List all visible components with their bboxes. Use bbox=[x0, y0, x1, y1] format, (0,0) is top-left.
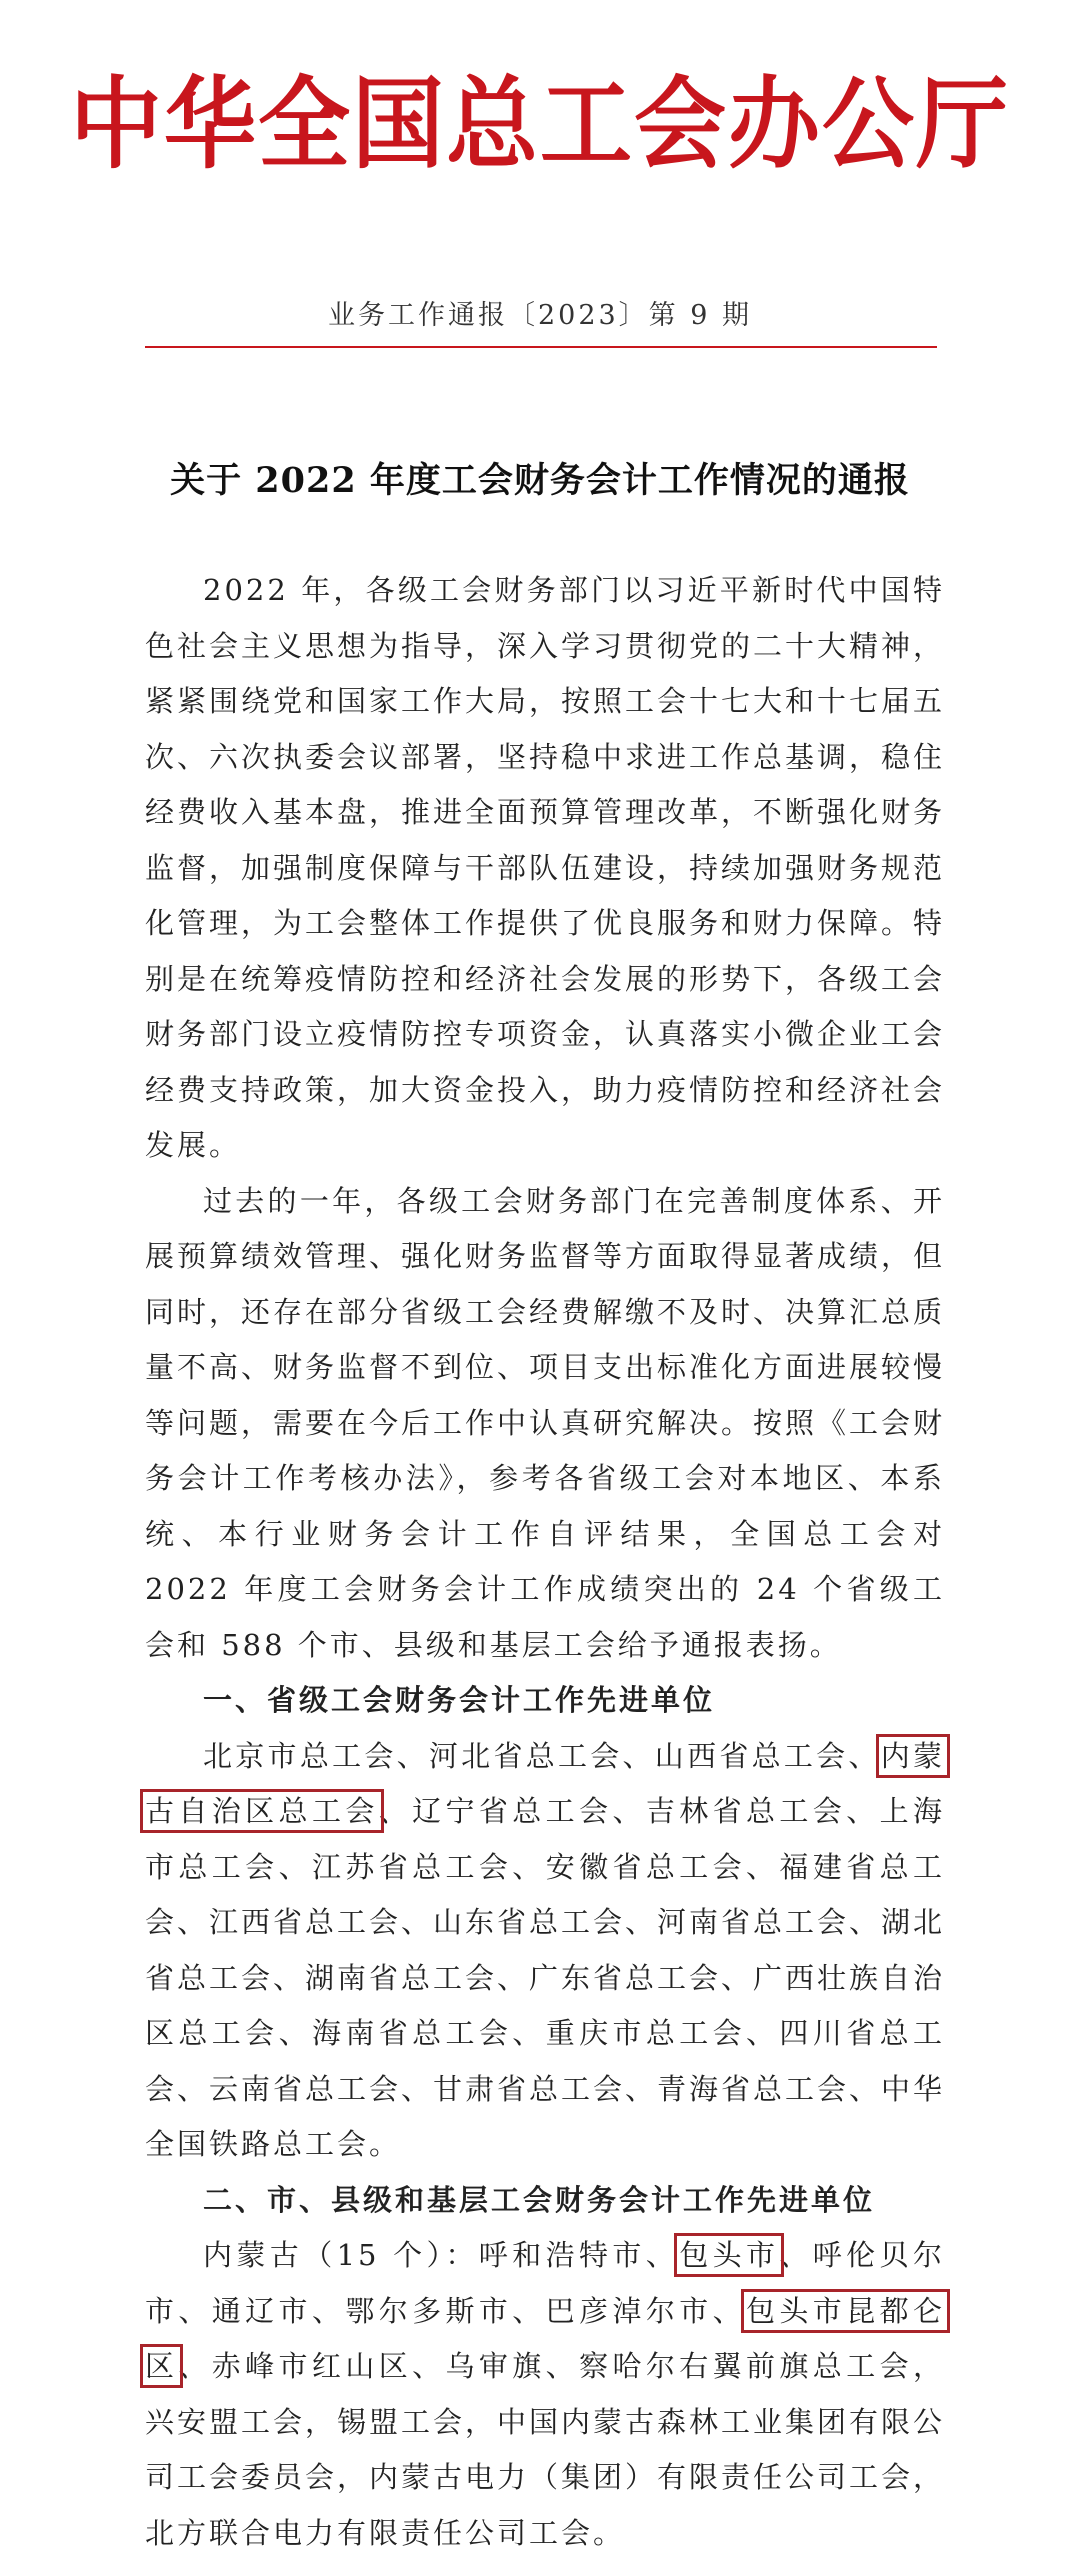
section-heading-city-county: 二、市、县级和基层工会财务会计工作先进单位 bbox=[203, 2182, 876, 2217]
red-divider bbox=[145, 346, 937, 348]
city-units-middle: 、呼伦贝尔市、通辽市、鄂尔多斯市、巴彦淖尔市、 bbox=[145, 2238, 945, 2328]
city-county-units-list bbox=[145, 2228, 945, 2561]
highlighted-unit-baotou: 包头市 bbox=[679, 2238, 780, 2272]
section-heading-provincial: 一、省级工会财务会计工作先进单位 bbox=[203, 1683, 716, 1717]
document-number: 业务工作通报〔2023〕第 9 期 bbox=[327, 300, 753, 331]
letterhead: 中华全国总工会办公厅 bbox=[69, 66, 1010, 183]
paragraph-intro: 2022 年，各级工会财务部门以习近平新时代中国特色社会主义思想为指导，深入学习贯彻党的二十大精神，紧紧围绕党和国家工作大局，按照工会十七大和十七届五次、六次执委会议部署，坚持稳中求进工作总基调，稳住经费收入基本盘，推进全面预算管理改革，不断强化财务监督，加强制度保障与干部队伍建设，持续加强财务规范化管理，为工会整体工作提供了优良服务和财力保障。特别是在统筹疫情防控和经济社会发展的形势下，各级工会财务部门设立疫情防控专项资金，认真落实小微企业工会经费支持政策，加大资金投入，助力疫情防控和经济社会发展。 bbox=[145, 573, 946, 1162]
highlighted-unit-kundulun: 包头市昆都仑区 bbox=[145, 2293, 945, 2383]
region-prefix: 内蒙古（15 个）： bbox=[203, 2238, 479, 2272]
provincial-units-before: 北京市总工会、河北省总工会、山西省总工会、 bbox=[203, 1738, 881, 1773]
unit-hohhot: 呼和浩特市 bbox=[478, 2238, 646, 2272]
provincial-units-list bbox=[145, 1729, 945, 2173]
document-title: 关于 2022 年度工会财务会计工作情况的通报 bbox=[170, 460, 910, 501]
document-body bbox=[145, 563, 945, 2561]
list-separator: 、 bbox=[645, 2238, 680, 2272]
city-units-rest: 、赤峰市红山区、乌审旗、察哈尔右翼前旗总工会，兴安盟工会，锡盟工会，中国内蒙古森林工业集团有限公司工会委员会，内蒙古电力（集团）有限责任公司工会，北方联合电力有限责任公司工会。 bbox=[145, 2349, 946, 2550]
highlighted-unit-inner-mongolia: 内蒙古自治区总工会 bbox=[145, 1738, 945, 1828]
paragraph-summary: 过去的一年，各级工会财务部门在完善制度体系、开展预算绩效管理、强化财务监督等方面取得显著成绩，但同时，还存在部分省级工会经费解缴不及时、决算汇总质量不高、财务监督不到位、项目支出标准化方面进展较慢等问题，需要在今后工作中认真研究解决。按照《工会财务会计工作考核办法》，参考各省级工会对本地区、本系统、本行业财务会计工作自评结果，全国总工会对 2022 年度工会财务会计工作成绩突出的 24 个省级工会和 588 个市、县级和基层工会给予通报表扬。 bbox=[145, 1183, 946, 1662]
provincial-units-after: 、辽宁省总工会、吉林省总工会、上海市总工会、江苏省总工会、安徽省总工会、福建省总工会、江西省总工会、山东省总工会、河南省总工会、湖北省总工会、湖南省总工会、广东省总工会、广西壮族自治区总工会、海南省总工会、重庆市总工会、四川省总工会、云南省总工会、甘肃省总工会、青海省总工会、中华全国铁路总工会。 bbox=[145, 1794, 946, 2161]
